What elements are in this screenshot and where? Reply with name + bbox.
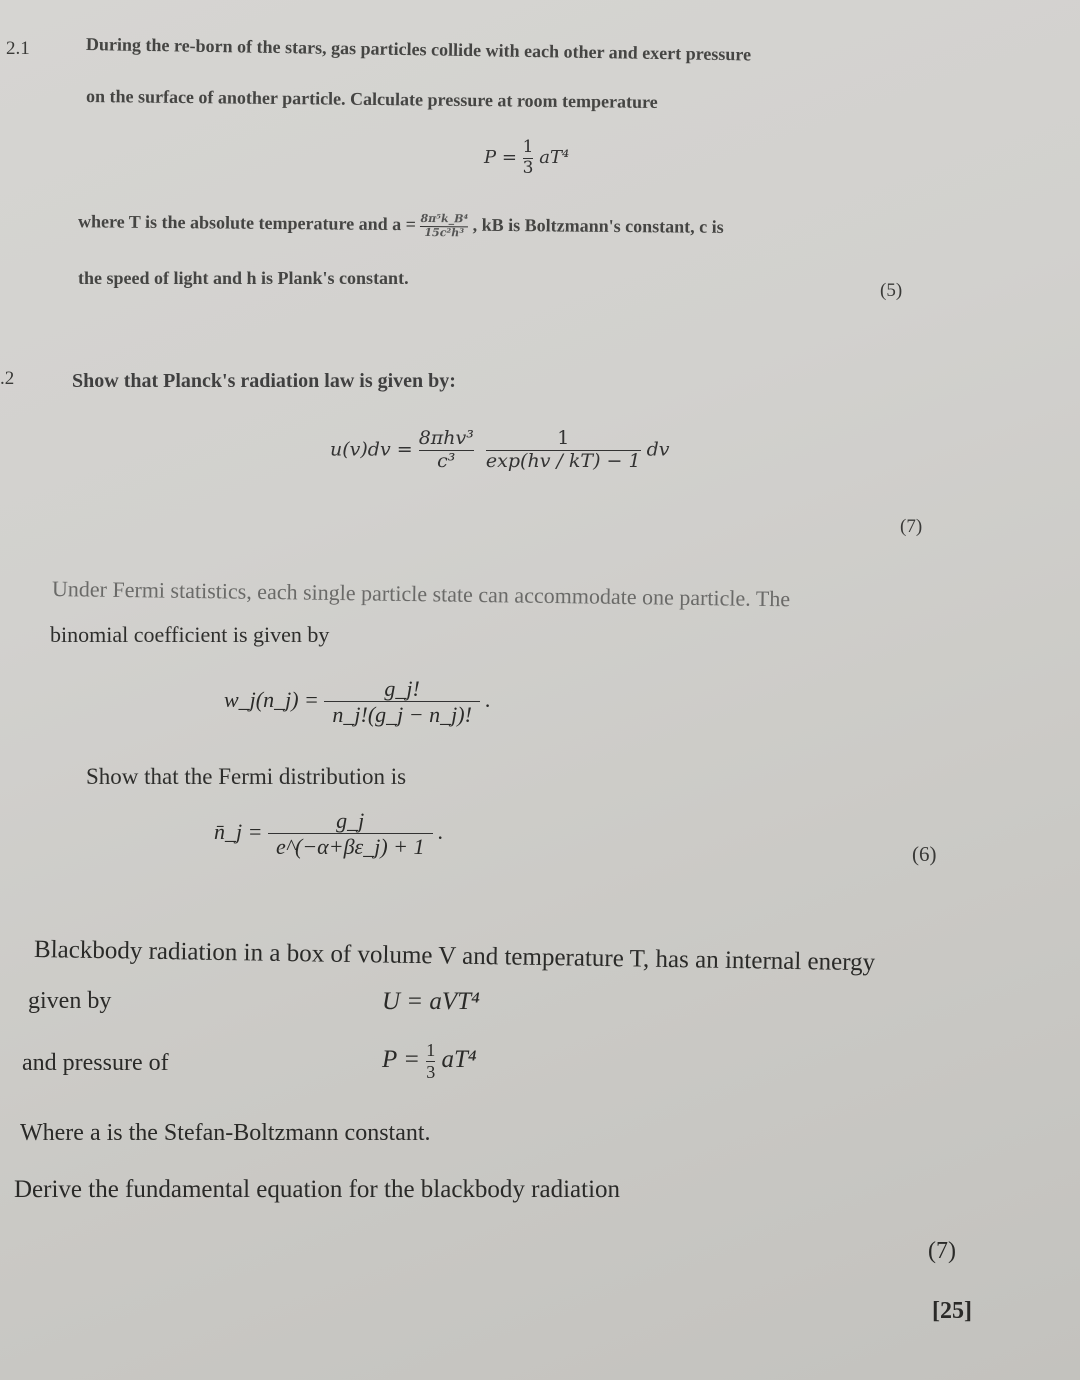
q23-w-fraction	[324, 676, 480, 728]
q22-f1-denominator: c³	[419, 450, 474, 473]
q24-given-by: given by	[28, 988, 112, 1014]
q23-n-numerator: g_j	[336, 808, 365, 833]
q24-where-line: Where a is the Stefan-Boltzmann constant.	[20, 1120, 431, 1146]
q21-eq-numerator: 1	[522, 137, 534, 157]
q23-n-denominator: e^(−α+βε_j) + 1	[268, 833, 433, 859]
q23-w-numerator: g_j!	[384, 676, 420, 701]
q22-eq-fraction1	[419, 428, 474, 473]
q24-energy-equation: U = aVT⁴	[382, 988, 480, 1015]
q21-where-line	[78, 210, 724, 242]
q23-marks: (6)	[912, 842, 937, 866]
q24-derive-line: Derive the fundamental equation for the blackbody radiation	[14, 1176, 621, 1203]
q21-after-a: , kB is Boltzmann's constant, c is	[472, 214, 724, 237]
q22-f1-numerator: 8πhv³	[418, 427, 474, 449]
q21-a-numerator: 8π⁵k_B⁴	[420, 211, 469, 226]
q21-a-denominator: 15c²h³	[420, 226, 468, 240]
q23-binomial-equation	[224, 676, 491, 728]
q23-text-line1: Under Fermi statistics, each single particle state can accommodate one particle. The	[51, 576, 791, 612]
q21-a-fraction	[420, 213, 468, 240]
q21-eq-denominator: 3	[522, 157, 534, 178]
q23-w-end: .	[485, 686, 491, 712]
q24-p-numerator: 1	[426, 1040, 436, 1060]
q22-planck-equation	[330, 428, 670, 473]
q22-eq-lhs: u(v)dv =	[330, 438, 413, 461]
q24-and-pressure: and pressure of	[22, 1050, 169, 1076]
q21-text-line4: the speed of light and h is Plank's constant.	[78, 268, 409, 288]
q21-eq-lhs: P =	[484, 147, 517, 169]
q24-p-rhs: aT⁴	[441, 1045, 477, 1073]
q22-eq-rhs: dv	[646, 438, 670, 461]
question-number-2-1: 2.1	[6, 38, 30, 59]
q23-show-text: Show that the Fermi distribution is	[86, 764, 407, 789]
q23-fermi-equation	[214, 808, 444, 860]
q21-marks: (5)	[880, 280, 903, 301]
q23-n-fraction	[268, 808, 433, 860]
q23-text-line2: binomial coefficient is given by	[50, 622, 330, 647]
q23-n-end: .	[438, 818, 444, 844]
q22-eq-fraction2	[486, 428, 641, 473]
q24-p-fraction	[426, 1040, 435, 1082]
q21-text-line2: on the surface of another particle. Calculate pressure at room temperature	[85, 86, 658, 112]
q24-p-denominator: 3	[426, 1061, 436, 1082]
q23-w-denominator: n_j!(g_j − n_j)!	[324, 701, 480, 727]
q22-f2-numerator: 1	[557, 427, 570, 449]
q24-p-lhs: P =	[382, 1045, 420, 1073]
total-marks: [25]	[932, 1298, 972, 1324]
q21-text-line1: During the re-born of the stars, gas particles collide with each other and exert pressure	[85, 34, 752, 65]
q22-f2-denominator: exp(hv / kT) − 1	[485, 449, 641, 472]
q21-eq-rhs: aT⁴	[539, 147, 570, 169]
question-number-2-2: .2	[0, 368, 15, 389]
q23-w-lhs: w_j(n_j) =	[224, 686, 319, 712]
q22-marks: (7)	[900, 516, 923, 537]
q21-where-text: where T is the absolute temperature and a =	[77, 211, 417, 235]
q24-pressure-equation	[382, 1040, 477, 1082]
q21-pressure-equation	[484, 138, 569, 178]
q24-text-line1: Blackbody radiation in a box of volume V and temperature T, has an internal energy	[33, 936, 876, 977]
q21-eq-fraction	[523, 138, 534, 178]
q24-marks: (7)	[928, 1238, 956, 1264]
q22-text-line1: Show that Planck's radiation law is given by:	[72, 370, 456, 392]
q23-n-lhs: n̄_j =	[214, 818, 263, 844]
